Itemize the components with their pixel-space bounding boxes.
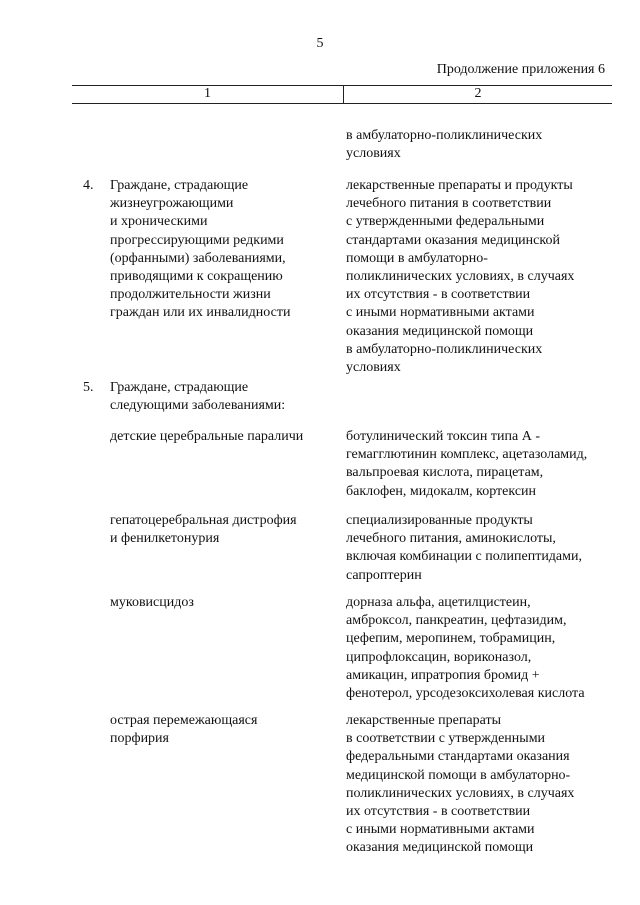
row-number: 5. <box>83 380 94 395</box>
header-bottom-rule <box>72 103 612 104</box>
category-cell: Граждане, страдающие следующими заболеваниями: <box>110 380 286 414</box>
provision-cell: лекарственные препараты и продукты лечебного питания в соответствии с утвержденными федеральными стандартами оказания медицинской помощи в амбулаторно- поликлинических условиях, в случаях их отсутствия - в соответствии с иными нормативными актами оказания медицинской помощи в амбулаторно-поликлинических условиях <box>346 178 575 376</box>
disease-cell: детские церебральные параличи <box>110 429 304 444</box>
column-header-1: 1 <box>204 86 211 101</box>
provision-cell: дорназа альфа, ацетилцистеин, амброксол, панкреатин, цефтазидим, цефепим, меропинем, тобрамицин, ципрофлоксацин, вориконазол, амикацин, ипратропия бромид + фенотерол, урсодезоксихолевая кислота <box>346 595 585 702</box>
continuation-heading: Продолжение приложения 6 <box>436 62 605 77</box>
continued-provision-cell: в амбулаторно-поликлинических условиях <box>346 128 543 162</box>
column-header-2: 2 <box>474 86 482 101</box>
row-number: 4. <box>83 178 94 193</box>
provision-cell: специализированные продукты лечебного питания, аминокислоты, включая комбинации с полипептидами, сапроптерин <box>346 513 582 583</box>
provision-cell: ботулинический токсин типа А - гемагглютинин комплекс, ацетазоламид, вальпроевая кислота, пирацетам, баклофен, мидокалм, кортексин <box>346 429 588 499</box>
disease-cell: гепатоцеребральная дистрофия и фенилкетонурия <box>110 513 297 547</box>
page-number: 5 <box>316 36 324 51</box>
disease-cell: муковисцидоз <box>110 595 194 610</box>
provision-cell: лекарственные препараты в соответствии с утвержденными федеральными стандартами оказания медицинской помощи в амбулаторно- поликлинических условиях, в случаях их отсутствия - в соответствии с иными нормативными актами оказания медицинской помощи <box>346 713 575 856</box>
category-cell: Граждане, страдающие жизнеугрожающими и хроническими прогрессирующими редкими (орфанными) заболеваниями, приводящими к сокращению продолжительности жизни граждан или их инвалидности <box>110 178 291 321</box>
disease-cell: острая перемежающаяся порфирия <box>110 713 258 747</box>
